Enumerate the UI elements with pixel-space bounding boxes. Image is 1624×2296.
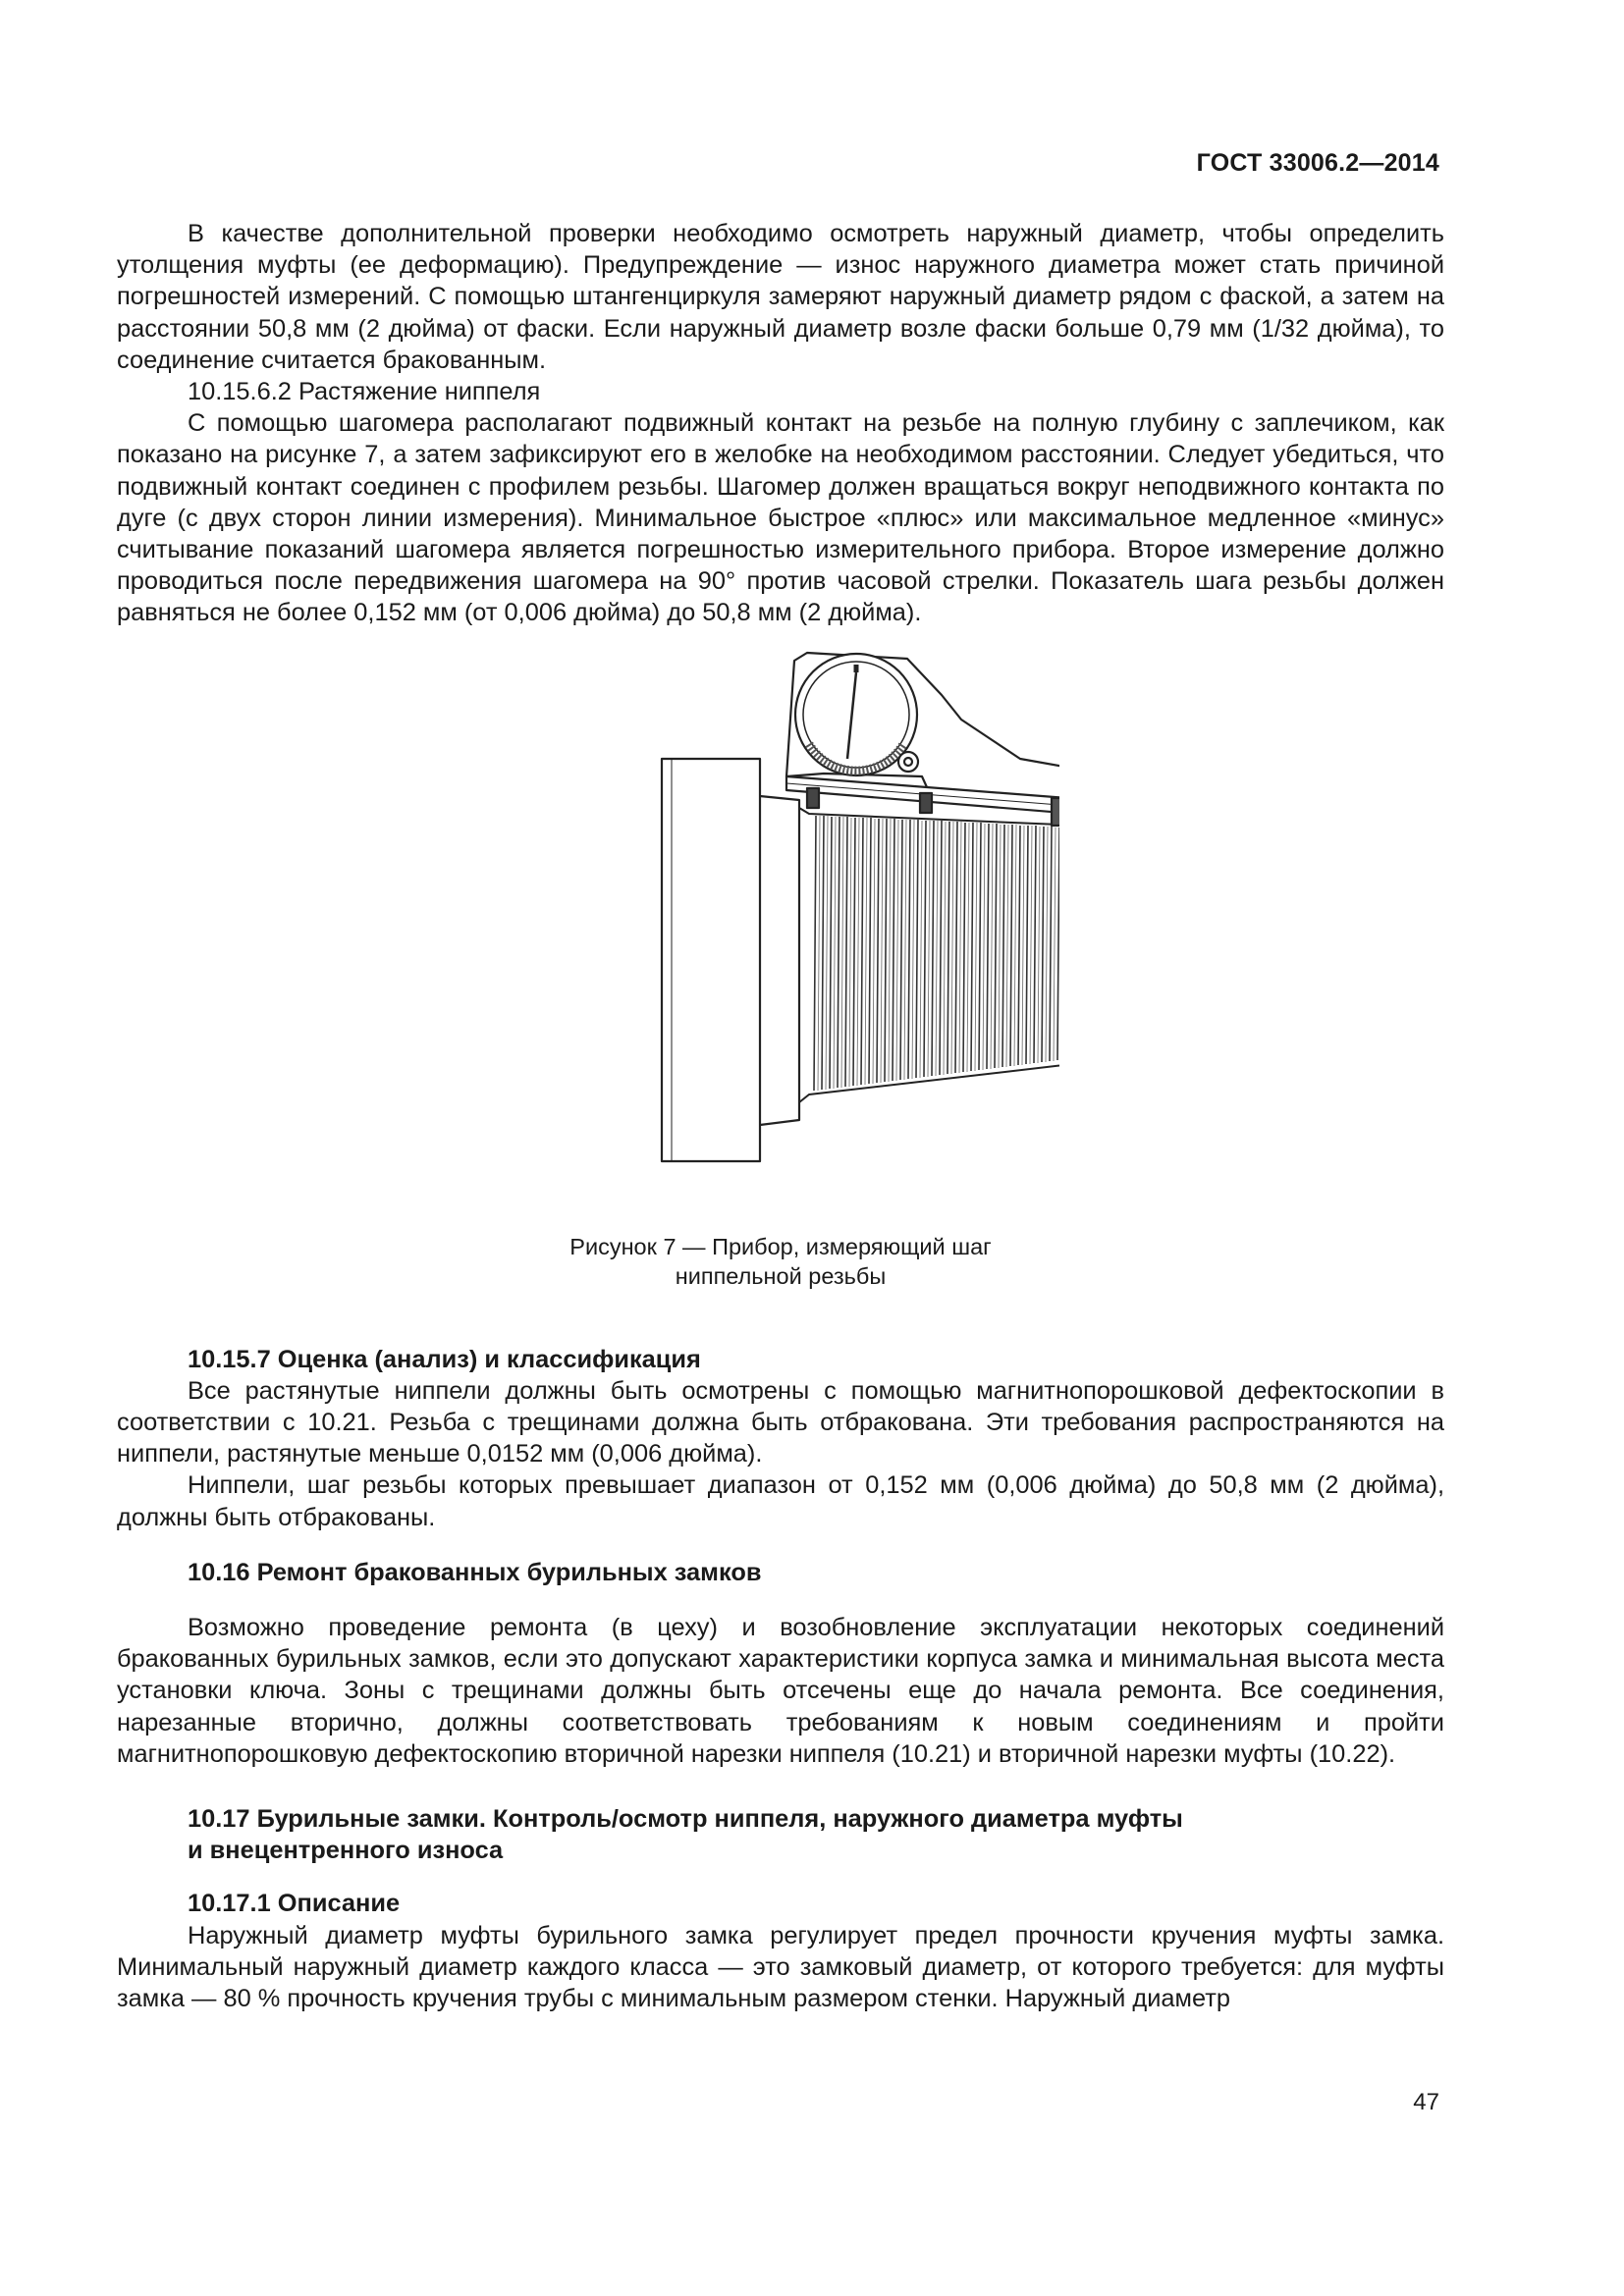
page-content xyxy=(117,218,1444,2014)
figure-caption-line-2: ниппельной резьбы xyxy=(675,1262,887,1289)
figure-7 xyxy=(117,651,1444,1322)
pitch-gauge-drawing xyxy=(529,651,1059,1210)
movable-contact xyxy=(920,793,932,813)
figure-caption-line-1: Рисунок 7 — Прибор, измеряющий шаг xyxy=(569,1233,992,1259)
section-heading-10-15-7: 10.15.7 Оценка (анализ) и классификация xyxy=(188,1345,701,1373)
paragraph-inspection: Все растянутые ниппели должны быть осмотрены с помощью магнитнопорошковой дефектоскопии в соответствии с 10.21. Резьба с трещинами должна быть отбракована. Эти требования распространяются на ниппели, растянутые меньше 0,0152 мм (0,006 дюйма). xyxy=(117,1376,1444,1468)
paragraph-repair: Возможно проведение ремонта (в цеху) и возобновление эксплуатации некоторых соединений бракованных бурильных замков, если это допускают характеристики корпуса замка и минимальная высота места установки ключа. Зоны с трещинами должны быть отсечены еще до начала ремонта. Все соединения, нарезанные вторично, должны соответствовать требованиям к новым соединениям и пройти магнитнопорошковую дефектоскопию вторичной нарезки ниппеля (10.21) и вторичной нарезки муфты (10.22). xyxy=(117,1614,1444,1768)
paragraph-pitch-gauge: С помощью шагомера располагают подвижный контакт на резьбе на полную глубину с заплечиком, как показано на рисунке 7, а затем зафиксируют его в желобке на необходимом расстоянии. Следует убедиться, что подвижный контакт соединен с профилем резьбы. Шагомер должен вращаться вокруг неподвижного контакта по дуге (с двух сторон линии измерения). Минимальное быстрое «плюс» или максимальное медленное «минус» считывание показаний шагомера является погрешностью измерительного прибора. Второе измерение должно проводиться после передвижения шагомера на 90° против часовой стрелки. Показатель шага резьбы должен равняться не более 0,152 мм (от 0,006 дюйма) до 50,8 мм (2 дюйма). xyxy=(117,409,1444,627)
fixed-contact xyxy=(807,788,819,808)
paragraph-description: Наружный диаметр муфты бурильного замка регулирует предел прочности кручения муфты замка. Минимальный наружный диаметр каждого класса — это замковый диаметр, от которого требуется: для муфты замка — 80 % прочность кручения трубы с минимальным размером стенки. Наружный диаметр xyxy=(117,1921,1444,2013)
section-heading-10-17-line-1: 10.17 Бурильные замки. Контроль/осмотр ниппеля, наружного диаметра муфты xyxy=(188,1805,1183,1834)
section-heading-10-17-1: 10.17.1 Описание xyxy=(188,1890,401,1918)
section-heading-10-17-line-2: и внецентренного износа xyxy=(188,1837,504,1865)
figure-caption xyxy=(117,1232,1444,1291)
subsection-heading-10-15-6-2: 10.15.6.2 Растяжение ниппеля xyxy=(188,378,541,406)
tool-joint-flange xyxy=(662,759,760,1161)
page-number: 47 xyxy=(1413,2089,1439,2115)
section-heading-10-16: 10.16 Ремонт бракованных бурильных замков xyxy=(188,1558,762,1586)
adjusting-screw xyxy=(1052,798,1059,826)
paragraph-od-check: В качестве дополнительной проверки необходимо осмотреть наружный диаметр, чтобы определить утолщения муфты (ее деформацию). Предупреждение — износ наружного диаметра может стать причиной погрешностей измерений. С помощью штангенциркуля замеряют наружный диаметр рядом с фаской, а затем на расстоянии 50,8 мм (2 дюйма) от фаски. Если наружный диаметр возле фаски больше 0,79 мм (1/32 дюйма), то соединение считается бракованным. xyxy=(117,220,1444,374)
paragraph-rejection: Ниппели, шаг резьбы которых превышает диапазон от 0,152 мм (0,006 дюйма) до 50,8 мм (2 дюйма), должны быть отбракованы. xyxy=(117,1471,1444,1531)
tool-joint-shoulder xyxy=(760,796,799,1125)
document-header: ГОСТ 33006.2—2014 xyxy=(1196,149,1439,177)
